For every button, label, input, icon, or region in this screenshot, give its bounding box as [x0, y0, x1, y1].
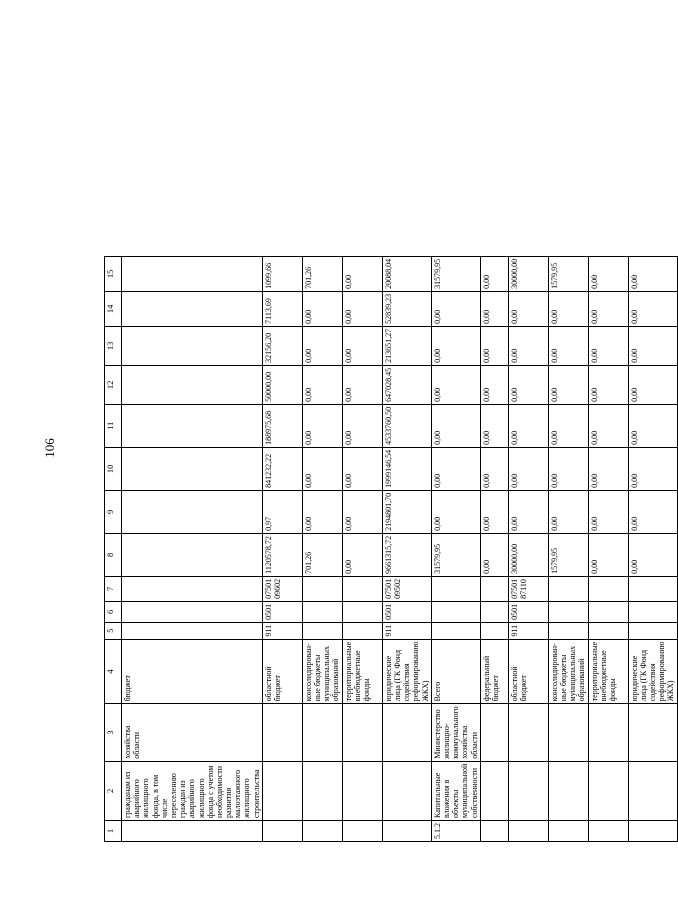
table-cell: 0,00	[480, 533, 508, 576]
table-row	[262, 256, 302, 841]
table-cell	[628, 704, 677, 761]
table-cell	[628, 761, 677, 820]
table-cell: 0,00	[431, 447, 480, 490]
rotated-page	[104, 256, 678, 842]
table-cell: 647028,45	[382, 365, 431, 404]
table-cell	[588, 704, 628, 761]
table-cell: 0,00	[588, 256, 628, 291]
table-cell: 0501	[508, 601, 548, 622]
table-cell: 1999146,54	[382, 447, 431, 490]
table-cell: 9661315,72	[382, 533, 431, 576]
table-cell	[548, 821, 588, 842]
table-cell	[588, 821, 628, 842]
table-cell: 2194801,70	[382, 490, 431, 533]
table-cell	[122, 404, 263, 447]
table-cell: 0,00	[588, 291, 628, 326]
table-cell	[122, 821, 263, 842]
table-cell: 4533760,50	[382, 404, 431, 447]
table-cell	[628, 622, 677, 639]
table-cell	[342, 576, 382, 601]
table-cell: консолидирован-ные бюджеты муниципальных образований	[302, 639, 342, 704]
table-cell: 50000,00	[262, 365, 302, 404]
table-cell: 0,00	[302, 447, 342, 490]
table-row	[628, 256, 677, 841]
table-cell	[302, 821, 342, 842]
table-cell	[342, 761, 382, 820]
table-cell: 0,00	[302, 365, 342, 404]
table-cell: 0,00	[588, 365, 628, 404]
table-cell	[382, 761, 431, 820]
table-cell: 0,00	[302, 326, 342, 365]
table-cell: 0,00	[508, 447, 548, 490]
table-cell: 0,00	[588, 533, 628, 576]
table-cell	[480, 761, 508, 820]
table-cell: 0,00	[628, 533, 677, 576]
table-cell: 0,97	[262, 490, 302, 533]
table-cell	[548, 622, 588, 639]
table-cell: 0,00	[628, 291, 677, 326]
table-row	[588, 256, 628, 841]
table-cell	[302, 622, 342, 639]
table-cell: Министерство жилищно-коммунального хозяйства области	[431, 704, 480, 761]
table-row	[548, 256, 588, 841]
table-cell: хозяйства области	[122, 704, 263, 761]
table-cell: 31579,95	[431, 533, 480, 576]
table-cell: 0,00	[508, 291, 548, 326]
table-cell: 0,00	[480, 490, 508, 533]
table-cell: 0,00	[431, 490, 480, 533]
table-cell: 0,00	[548, 490, 588, 533]
table-cell: 0,00	[431, 326, 480, 365]
table-cell: федеральный бюджет	[480, 639, 508, 704]
table-cell	[628, 601, 677, 622]
column-number-row	[105, 256, 122, 841]
table-cell: 07501 09602	[262, 576, 302, 601]
table-cell: 0,00	[508, 490, 548, 533]
table-cell: 32156,20	[262, 326, 302, 365]
table-cell: 07501 87110	[508, 576, 548, 601]
table-cell: 0,00	[588, 490, 628, 533]
table-cell: 1099,66	[262, 256, 302, 291]
table-row	[342, 256, 382, 841]
table-row	[382, 256, 431, 841]
table-cell	[431, 622, 480, 639]
table-cell	[122, 622, 263, 639]
table-cell: 911	[382, 622, 431, 639]
table-cell	[628, 821, 677, 842]
table-cell: 52839,23	[382, 291, 431, 326]
table-cell: 30000,00	[508, 533, 548, 576]
table-cell: 0,00	[628, 256, 677, 291]
table-cell: 0,00	[588, 326, 628, 365]
table-cell: 0,00	[480, 447, 508, 490]
table-cell: 0,00	[548, 404, 588, 447]
column-number: 3	[105, 704, 122, 761]
table-cell: 07501 09502	[382, 576, 431, 601]
table-cell	[262, 821, 302, 842]
table-cell	[588, 622, 628, 639]
table-cell: 0,00	[548, 326, 588, 365]
table-cell: 0,00	[302, 490, 342, 533]
table-cell	[480, 821, 508, 842]
table-cell: 1579,95	[548, 533, 588, 576]
table-cell	[548, 761, 588, 820]
table-cell: 0,00	[548, 291, 588, 326]
table-cell	[588, 576, 628, 601]
table-cell	[122, 490, 263, 533]
table-cell	[302, 601, 342, 622]
table-cell	[382, 821, 431, 842]
table-cell: 0,00	[342, 533, 382, 576]
table-cell: 0,00	[342, 326, 382, 365]
table-cell: 0,00	[548, 365, 588, 404]
table-cell	[122, 576, 263, 601]
table-cell: 0,00	[342, 256, 382, 291]
table-cell: 0,00	[342, 365, 382, 404]
table-cell	[302, 704, 342, 761]
table-cell: территориальные внебюджетные фонды	[588, 639, 628, 704]
table-cell: 0,00	[508, 326, 548, 365]
table-cell: 0,00	[588, 447, 628, 490]
table-cell: 7113,69	[262, 291, 302, 326]
table-cell: 0,00	[628, 404, 677, 447]
column-number: 5	[105, 622, 122, 639]
table-cell	[122, 326, 263, 365]
column-number: 1	[105, 821, 122, 842]
table-row	[302, 256, 342, 841]
table-cell	[122, 533, 263, 576]
table-cell: территориальные внебюджетные фонды	[342, 639, 382, 704]
table-cell: 1579,95	[548, 256, 588, 291]
column-number: 11	[105, 404, 122, 447]
table-cell	[262, 704, 302, 761]
table-cell: 0501	[382, 601, 431, 622]
table-cell	[588, 601, 628, 622]
table-cell: 0,00	[480, 365, 508, 404]
table-cell	[342, 704, 382, 761]
table-cell: 0,00	[588, 404, 628, 447]
table-cell	[122, 256, 263, 291]
table-cell: 911	[508, 622, 548, 639]
page-number: 106	[42, 438, 57, 458]
table-cell: 841232,22	[262, 447, 302, 490]
table-cell	[342, 821, 382, 842]
column-number: 7	[105, 576, 122, 601]
table-cell: 0,00	[431, 365, 480, 404]
table-cell	[382, 704, 431, 761]
table-cell	[548, 576, 588, 601]
column-number: 14	[105, 291, 122, 326]
table-cell	[342, 622, 382, 639]
budget-table	[104, 256, 678, 842]
table-row	[508, 256, 548, 841]
table-cell	[122, 365, 263, 404]
table-cell: 0,00	[480, 291, 508, 326]
table-cell	[480, 601, 508, 622]
table-cell: 0,00	[628, 447, 677, 490]
table-cell: 0,00	[628, 490, 677, 533]
table-cell	[548, 704, 588, 761]
table-cell	[302, 761, 342, 820]
table-cell: 5.1.2	[431, 821, 480, 842]
table-cell: 911	[262, 622, 302, 639]
table-cell	[508, 704, 548, 761]
table-cell: областной бюджет	[262, 639, 302, 704]
table-cell: 0,00	[302, 404, 342, 447]
table-row	[431, 256, 480, 841]
table-cell: 0,00	[342, 490, 382, 533]
table-cell: Капитальные вложения в объекты муниципальной собственности	[431, 761, 480, 820]
table-cell	[480, 576, 508, 601]
column-number: 15	[105, 256, 122, 291]
column-number: 13	[105, 326, 122, 365]
table-body	[105, 256, 678, 841]
table-cell: 0,00	[342, 447, 382, 490]
table-cell: 0,00	[508, 404, 548, 447]
table-cell: 0,00	[548, 447, 588, 490]
table-cell	[431, 601, 480, 622]
table-cell: 0,00	[480, 326, 508, 365]
table-cell	[588, 761, 628, 820]
table-cell: 701,26	[302, 256, 342, 291]
column-number: 4	[105, 639, 122, 704]
table-cell	[480, 704, 508, 761]
table-cell: 0,00	[431, 404, 480, 447]
column-number: 2	[105, 761, 122, 820]
table-cell: 0,00	[302, 291, 342, 326]
table-cell: 0,00	[628, 365, 677, 404]
table-cell: 0,00	[480, 256, 508, 291]
table-cell: юридические лица (ГК Фонд содействия реформированию ЖКХ)	[382, 639, 431, 704]
table-cell	[302, 576, 342, 601]
table-cell: 701,26	[302, 533, 342, 576]
table-cell: 30000,00	[508, 256, 548, 291]
table-cell: 0,00	[431, 291, 480, 326]
table-cell: Всего	[431, 639, 480, 704]
table-cell: 0,00	[342, 291, 382, 326]
table-cell	[548, 601, 588, 622]
table-cell	[122, 601, 263, 622]
column-number: 12	[105, 365, 122, 404]
table-cell: 188975,68	[262, 404, 302, 447]
column-number: 9	[105, 490, 122, 533]
table-cell	[122, 447, 263, 490]
column-number: 10	[105, 447, 122, 490]
column-number: 6	[105, 601, 122, 622]
table-cell	[508, 761, 548, 820]
table-cell	[262, 761, 302, 820]
table-cell: областной бюджет	[508, 639, 548, 704]
table-cell: 31579,95	[431, 256, 480, 291]
table-cell: консолидирован-ные бюджеты муниципальных образований	[548, 639, 588, 704]
table-cell: 20088,04	[382, 256, 431, 291]
table-cell: гражданам из аварийного жилищного фонда, в том числе переселению граждан из аварийного жилищного фонда с учетом необходимости развития малоэтажного жилищного строительства	[122, 761, 263, 820]
table-cell: 0,00	[508, 365, 548, 404]
table-cell: 0,00	[480, 404, 508, 447]
table-cell	[431, 576, 480, 601]
table-cell	[508, 821, 548, 842]
table-cell	[480, 622, 508, 639]
table-cell: 1120578,72	[262, 533, 302, 576]
table-cell: бюджет	[122, 639, 263, 704]
table-cell: юридические лица (ГК Фонд содействия реформированию ЖКХ)	[628, 639, 677, 704]
table-cell: 0501	[262, 601, 302, 622]
column-number: 8	[105, 533, 122, 576]
table-row	[122, 256, 263, 841]
table-cell: 213651,27	[382, 326, 431, 365]
table-cell: 0,00	[628, 326, 677, 365]
table-row	[480, 256, 508, 841]
table-cell	[122, 291, 263, 326]
table-cell: 0,00	[342, 404, 382, 447]
table-cell	[628, 576, 677, 601]
table-cell	[342, 601, 382, 622]
